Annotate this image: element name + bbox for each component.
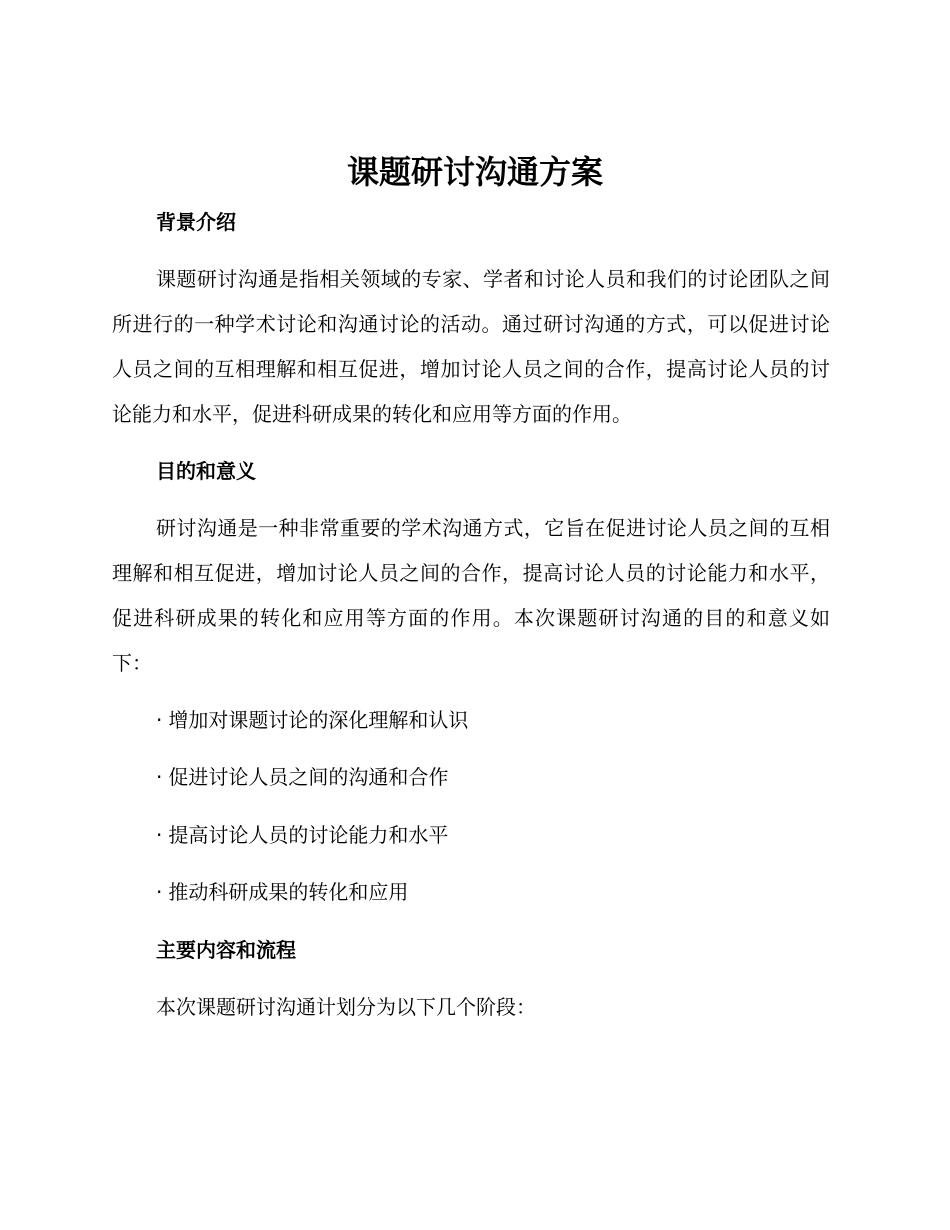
bullet-text: 增加对课题讨论的深化理解和认识 xyxy=(168,708,469,732)
page-title: 课题研讨沟通方案 xyxy=(346,153,603,191)
bullet-text: 促进讨论人员之间的沟通和合作 xyxy=(168,765,449,789)
section-heading-content: 主要内容和流程 xyxy=(156,938,296,962)
list-item xyxy=(156,821,448,849)
bullet-text: 推动科研成果的转化和应用 xyxy=(168,880,409,904)
section-heading-background: 背景介绍 xyxy=(156,210,236,234)
list-item xyxy=(156,706,468,734)
bullet-marker: · xyxy=(156,708,163,732)
paragraph-content-intro: 本次课题研讨沟通计划分为以下几个阶段： xyxy=(156,995,536,1019)
section-heading-purpose: 目的和意义 xyxy=(156,459,256,483)
paragraph-background: 课题研讨沟通是指相关领域的专家、学者和讨论人员和我们的讨论团队之间所进行的一种学术讨论和沟通讨论的活动。通过研讨沟通的方式，可以促进讨论人员之间的互相理解和相互促进，增加讨论人员之间的合作，提高讨论人员的讨论能力和水平，促进科研成果的转化和应用等方面的作用。 xyxy=(112,267,830,426)
bullet-marker: · xyxy=(156,765,163,789)
bullet-marker: · xyxy=(156,880,163,904)
bullet-text: 提高讨论人员的讨论能力和水平 xyxy=(168,823,449,847)
paragraph-purpose: 研讨沟通是一种非常重要的学术沟通方式，它旨在促进讨论人员之间的互相理解和相互促进，增加讨论人员之间的合作，提高讨论人员的讨论能力和水平，促进科研成果的转化和应用等方面的作用。本次课题研讨沟通的目的和意义如下： xyxy=(112,516,830,675)
list-item xyxy=(156,878,408,906)
bullet-marker: · xyxy=(156,823,163,847)
list-item xyxy=(156,763,448,791)
